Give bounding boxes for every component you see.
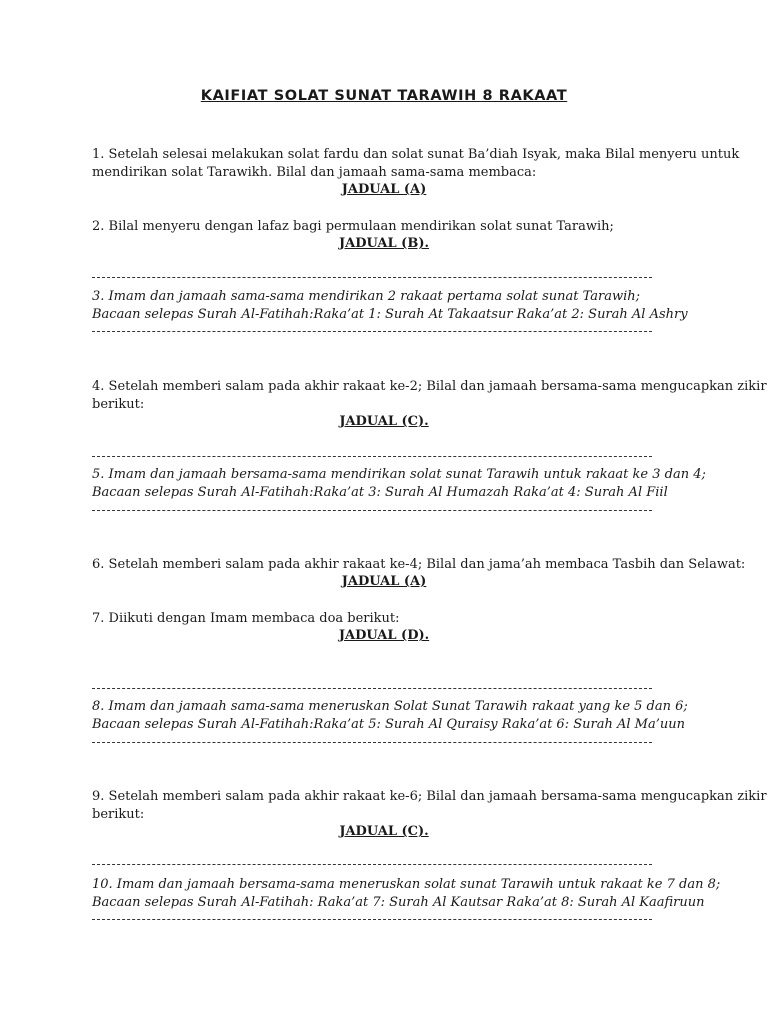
step-1-line-1: 1. Setelah selesai melakukan solat fardu dan solat sunat Ba’diah Isyak, maka Bilal menyeru untuk [92, 147, 740, 162]
step-7-jadual: JADUAL (D). [338, 628, 430, 643]
step-8-line-2: Bacaan selepas Surah Al-Fatihah:Raka’at 5: Surah Al Quraisy Raka’at 6: Surah Al Ma’uun [92, 717, 685, 732]
page-title: KAIFIAT SOLAT SUNAT TARAWIH 8 RAKAAT [200, 88, 568, 104]
step-1-line-2: mendirikan solat Tarawikh. Bilal dan jamaah sama-sama membaca: [92, 165, 537, 180]
step-5-line-1: 5. Imam dan jamaah bersama-sama mendirikan solat sunat Tarawih untuk rakaat ke 3 dan 4; [92, 467, 706, 482]
divider [92, 277, 652, 278]
step-1-jadual: JADUAL (A) [341, 182, 427, 197]
step-9-jadual: JADUAL (C). [339, 824, 429, 839]
divider [92, 510, 652, 511]
step-6-jadual: JADUAL (A) [341, 574, 427, 589]
divider [92, 864, 652, 865]
step-6-line-1: 6. Setelah memberi salam pada akhir rakaat ke-4; Bilal dan jama’ah membaca Tasbih dan Selawat: [92, 557, 746, 572]
step-9-line-1: 9. Setelah memberi salam pada akhir rakaat ke-6; Bilal dan jamaah bersama-sama mengucapkan zikir [92, 789, 767, 804]
step-3-line-2: Bacaan selepas Surah Al-Fatihah:Raka’at 1: Surah At Takaatsur Raka’at 2: Surah Al Ashry [92, 307, 688, 322]
step-8-line-1: 8. Imam dan jamaah sama-sama meneruskan Solat Sunat Tarawih rakaat yang ke 5 dan 6; [92, 699, 688, 714]
divider [92, 331, 652, 332]
step-4-line-2: berikut: [92, 397, 145, 412]
step-9-line-2: berikut: [92, 807, 145, 822]
step-4-jadual: JADUAL (C). [339, 414, 429, 429]
divider [92, 456, 652, 457]
step-5-line-2: Bacaan selepas Surah Al-Fatihah:Raka’at 3: Surah Al Humazah Raka’at 4: Surah Al Fiil [92, 485, 668, 500]
step-3-line-1: 3. Imam dan jamaah sama-sama mendirikan 2 rakaat pertama solat sunat Tarawih; [92, 289, 641, 304]
step-4-line-1: 4. Setelah memberi salam pada akhir rakaat ke-2; Bilal dan jamaah bersama-sama mengucapkan zikir [92, 379, 767, 394]
step-7-line-1: 7. Diikuti dengan Imam membaca doa berikut: [92, 611, 400, 626]
divider [92, 688, 652, 689]
divider [92, 742, 652, 743]
step-10-line-1: 10. Imam dan jamaah bersama-sama meneruskan solat sunat Tarawih untuk rakaat ke 7 dan 8; [92, 877, 721, 892]
step-2-line-1: 2. Bilal menyeru dengan lafaz bagi permulaan mendirikan solat sunat Tarawih; [92, 219, 614, 234]
step-2-jadual: JADUAL (B). [338, 236, 430, 251]
step-10-line-2: Bacaan selepas Surah Al-Fatihah: Raka’at 7: Surah Al Kautsar Raka’at 8: Surah Al Kaafiruun [92, 895, 705, 910]
divider [92, 919, 652, 920]
